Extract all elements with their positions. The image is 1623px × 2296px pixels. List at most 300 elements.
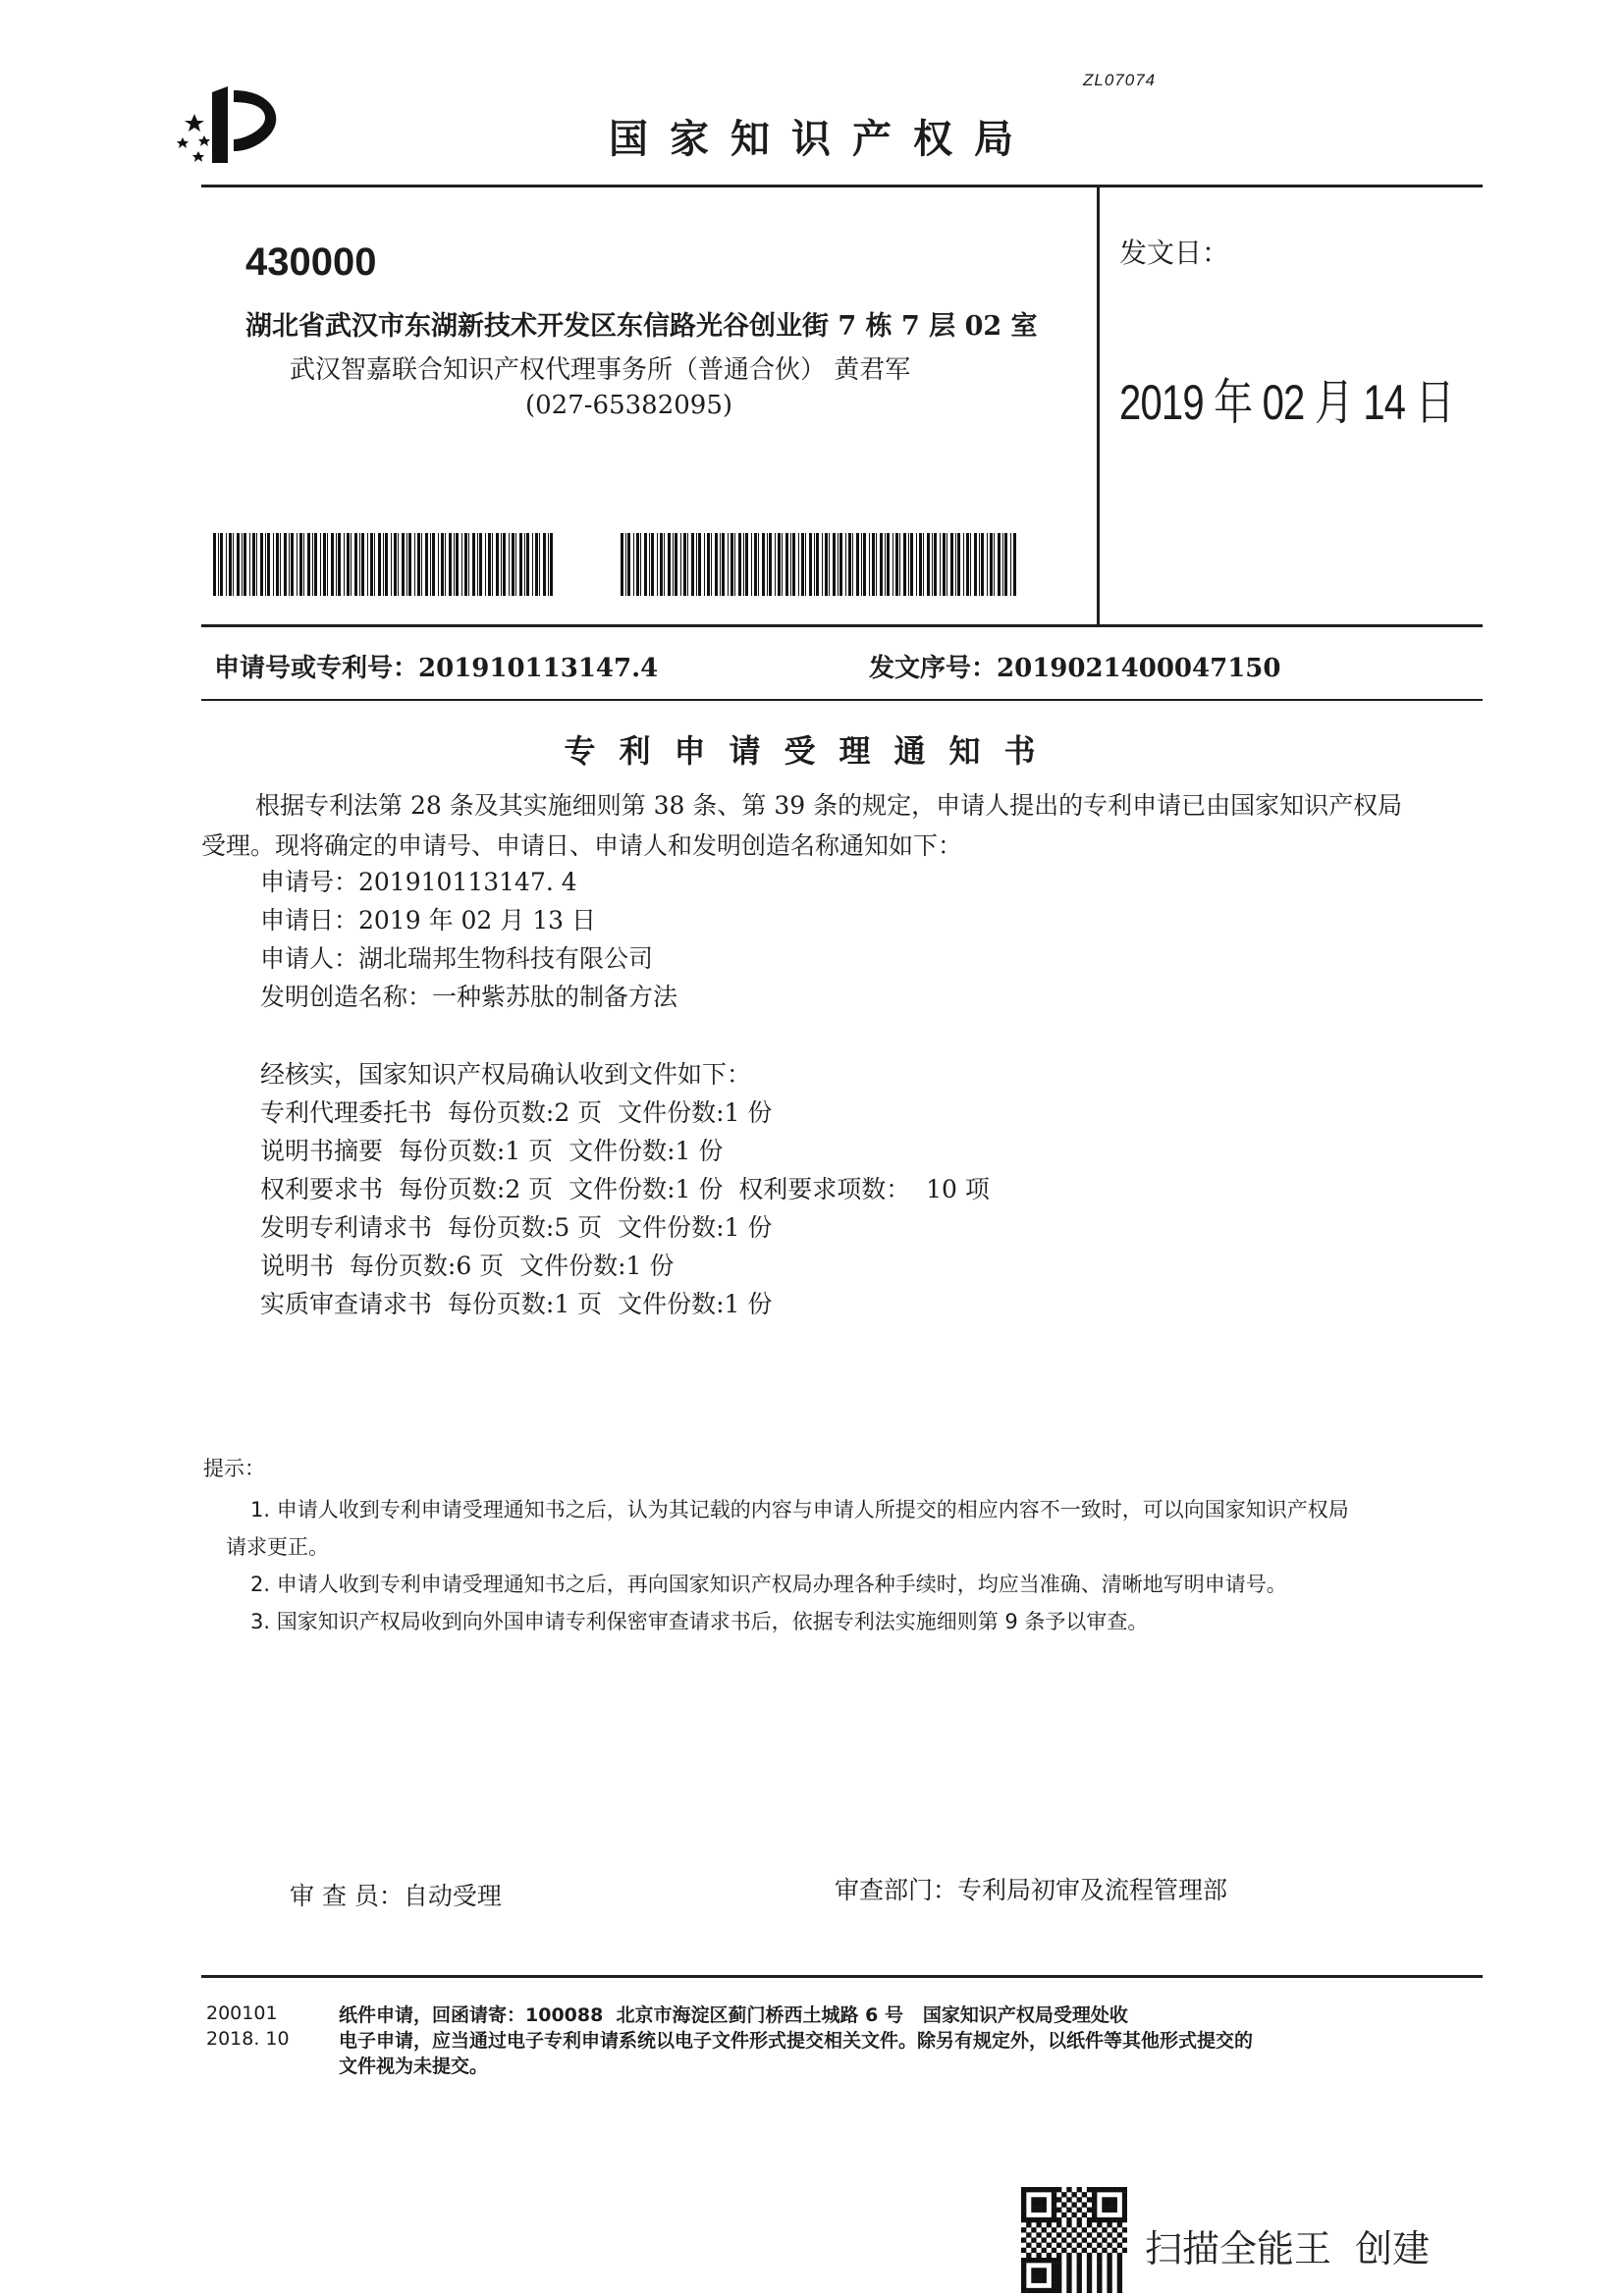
- barcode-bar: [1010, 533, 1011, 596]
- barcode-bar: [981, 533, 984, 596]
- qr-module: [1077, 2243, 1082, 2248]
- qr-module: [1107, 2263, 1111, 2268]
- date-column-divider: [1097, 187, 1100, 626]
- barcode-bar: [845, 533, 846, 596]
- document-item: 说明书摘要 每份页数:1 页 文件份数:1 份: [260, 1137, 724, 1165]
- barcode-bar: [314, 533, 317, 596]
- barcode-bar: [417, 533, 420, 596]
- qr-module: [1026, 2222, 1031, 2227]
- notice-title: 专利申请受理通知书: [564, 732, 1059, 770]
- qr-module: [1077, 2222, 1082, 2227]
- qr-module: [1066, 2253, 1071, 2258]
- hint-2: 2. 申请人收到专利申请受理通知书之后，再向国家知识产权局办理各种手续时，均应当准确、清晰地写明申请号。: [250, 1573, 1287, 1596]
- qr-module: [1052, 2268, 1056, 2272]
- document-item: 发明专利请求书 每份页数:5 页 文件份数:1 份: [260, 1213, 773, 1242]
- qr-module: [1031, 2268, 1036, 2272]
- qr-module: [1082, 2202, 1087, 2207]
- qr-module: [1077, 2268, 1082, 2272]
- barcode-bar: [715, 533, 718, 596]
- qr-module: [1026, 2253, 1031, 2258]
- qr-module: [1087, 2208, 1092, 2213]
- barcode-bar: [863, 533, 866, 596]
- barcode-bar: [829, 533, 830, 596]
- barcode-bar: [730, 533, 733, 596]
- qr-module: [1042, 2278, 1047, 2283]
- barcode-bar: [782, 533, 783, 596]
- qr-module: [1071, 2237, 1076, 2242]
- qr-module: [1092, 2192, 1097, 2197]
- paper-submission-note: 纸件申请，回函请寄：100088 北京市海淀区蓟门桥西土城路 6 号 国家知识产权局受理处收: [339, 2004, 1128, 2026]
- qr-module: [1021, 2217, 1026, 2222]
- qr-module: [1097, 2258, 1102, 2263]
- form-code: ZL07074: [1083, 71, 1157, 89]
- document-item: 权利要求书 每份页数:2 页 文件份数:1 份 权利要求项数： 10 项: [260, 1175, 990, 1203]
- qr-module: [1021, 2213, 1026, 2217]
- barcode-bar: [327, 533, 328, 596]
- barcode-bar: [289, 533, 290, 596]
- barcode-bar: [785, 533, 788, 596]
- barcode-bar: [887, 533, 890, 596]
- qr-module: [1056, 2253, 1061, 2258]
- barcode-bar: [923, 533, 924, 596]
- qr-module: [1031, 2248, 1036, 2253]
- barcode-bar: [673, 533, 674, 596]
- qr-module: [1042, 2197, 1047, 2202]
- qr-module: [1087, 2268, 1092, 2272]
- qr-module: [1061, 2227, 1066, 2232]
- qr-module: [1107, 2232, 1111, 2237]
- qr-module: [1087, 2232, 1092, 2237]
- qr-module: [1071, 2192, 1076, 2197]
- qr-module: [1052, 2248, 1056, 2253]
- qr-module: [1117, 2253, 1122, 2258]
- qr-module: [1047, 2243, 1052, 2248]
- qr-module: [1092, 2248, 1097, 2253]
- barcode-bar: [291, 533, 294, 596]
- barcode-bar: [512, 533, 514, 596]
- barcode-bar: [990, 533, 993, 596]
- barcode-bar: [1004, 533, 1007, 596]
- hint-1-line-2: 请求更正。: [226, 1535, 329, 1559]
- qr-module: [1087, 2288, 1092, 2293]
- barcode-bar: [421, 533, 422, 596]
- barcode-bar: [276, 533, 279, 596]
- qr-module: [1102, 2202, 1107, 2207]
- barcode-bar: [722, 533, 725, 596]
- barcode-bar: [220, 533, 223, 596]
- barcode-bar: [1013, 533, 1016, 596]
- barcode-bar: [825, 533, 828, 596]
- qr-module: [1107, 2217, 1111, 2222]
- qr-module: [1056, 2243, 1061, 2248]
- barcode-bar: [524, 533, 525, 596]
- barcode-bar: [895, 533, 898, 596]
- barcode-bar: [468, 533, 469, 596]
- qr-module: [1026, 2258, 1031, 2263]
- barcode-bar: [899, 533, 900, 596]
- qr-module: [1066, 2272, 1071, 2277]
- barcode-bar: [940, 533, 941, 596]
- qr-module: [1066, 2232, 1071, 2237]
- qr-module: [1056, 2232, 1061, 2237]
- qr-module: [1052, 2202, 1056, 2207]
- barcode-bar: [743, 533, 744, 596]
- qr-module: [1107, 2222, 1111, 2227]
- reference-divider: [201, 699, 1483, 701]
- barcode-bar: [432, 533, 435, 596]
- qr-module: [1056, 2217, 1061, 2222]
- barcode-bar: [979, 533, 980, 596]
- qr-module: [1042, 2208, 1047, 2213]
- barcode-bar: [822, 533, 823, 596]
- qr-module: [1061, 2237, 1066, 2242]
- barcode-bar: [916, 533, 917, 596]
- barcode-bar: [461, 533, 462, 596]
- qr-module: [1097, 2187, 1102, 2192]
- barcode-bar: [994, 533, 995, 596]
- barcode-bar: [861, 533, 862, 596]
- qr-module: [1077, 2288, 1082, 2293]
- qr-module: [1031, 2208, 1036, 2213]
- qr-module: [1122, 2202, 1127, 2207]
- examiner-label: 审 查 员：: [290, 1882, 404, 1910]
- qr-module: [1082, 2248, 1087, 2253]
- qr-module: [1042, 2268, 1047, 2272]
- qr-module: [1036, 2232, 1041, 2237]
- barcode-bar: [872, 533, 875, 596]
- barcode-bar: [745, 533, 748, 596]
- barcode-bar: [876, 533, 877, 596]
- barcode-bar: [707, 533, 710, 596]
- qr-module: [1102, 2208, 1107, 2213]
- filing-date-field: 申请日：2019 年 02 月 13 日: [260, 906, 596, 934]
- barcode-bar: [425, 533, 428, 596]
- qr-module: [1107, 2253, 1111, 2258]
- qr-module: [1021, 2272, 1026, 2277]
- qr-module: [1092, 2213, 1097, 2217]
- qr-module: [1077, 2208, 1082, 2213]
- qr-module: [1097, 2263, 1102, 2268]
- barcode-bar: [464, 533, 467, 596]
- barcode-bar: [775, 533, 776, 596]
- barcode-bar: [848, 533, 851, 596]
- qr-module: [1117, 2187, 1122, 2192]
- qr-module: [1021, 2288, 1026, 2293]
- qr-module: [1107, 2202, 1111, 2207]
- qr-module: [1102, 2237, 1107, 2242]
- qr-module: [1087, 2283, 1092, 2288]
- qr-module: [1036, 2278, 1041, 2283]
- barcode-bar: [734, 533, 735, 596]
- qr-module: [1061, 2202, 1066, 2207]
- barcode-bar: [331, 533, 334, 596]
- qr-module: [1087, 2258, 1092, 2263]
- qr-module: [1071, 2227, 1076, 2232]
- qr-module: [1052, 2258, 1056, 2263]
- qr-module: [1087, 2187, 1092, 2192]
- qr-module: [1056, 2222, 1061, 2227]
- qr-module: [1077, 2278, 1082, 2283]
- barcode-bar: [472, 533, 475, 596]
- qr-module: [1112, 2197, 1117, 2202]
- barcode-bar: [966, 533, 969, 596]
- qr-module: [1112, 2202, 1117, 2207]
- qr-module: [1021, 2192, 1026, 2197]
- qr-module: [1077, 2217, 1082, 2222]
- barcode-bar: [805, 533, 806, 596]
- qr-module: [1097, 2283, 1102, 2288]
- barcode-bar: [792, 533, 795, 596]
- qr-module: [1042, 2258, 1047, 2263]
- qr-module: [1036, 2253, 1041, 2258]
- intro-line-2: 受理。现将确定的申请号、申请日、申请人和发明创造名称通知如下：: [201, 831, 963, 860]
- barcode-bar: [260, 533, 263, 596]
- qr-module: [1047, 2232, 1052, 2237]
- issue-date-label: 发文日：: [1119, 237, 1230, 269]
- barcode-bar: [660, 533, 663, 596]
- barcode-bar: [213, 533, 216, 596]
- barcode-bar: [256, 533, 257, 596]
- qr-module: [1052, 2208, 1056, 2213]
- hint-1-line-1: 1. 申请人收到专利申请受理通知书之后，认为其记载的内容与申请人所提交的相应内容不一致时，可以向国家知识产权局: [250, 1498, 1349, 1522]
- qr-module: [1047, 2222, 1052, 2227]
- barcode-bar: [657, 533, 658, 596]
- barcode-bar: [762, 533, 765, 596]
- barcode-bar: [526, 533, 529, 596]
- intro-line-1: 根据专利法第 28 条及其实施细则第 38 条、第 39 条的规定，申请人提出的专利申请已由国家知识产权局: [255, 791, 1403, 820]
- barcode-bar: [758, 533, 759, 596]
- barcode-bar: [704, 533, 705, 596]
- barcode-bar: [336, 533, 337, 596]
- hints-label: 提示：: [203, 1457, 265, 1480]
- qr-module: [1117, 2222, 1122, 2227]
- qr-module: [1066, 2278, 1071, 2283]
- qr-module: [1021, 2208, 1026, 2213]
- qr-module: [1026, 2232, 1031, 2237]
- barcode-bar: [974, 533, 977, 596]
- department-value: 专利局初审及流程管理部: [957, 1876, 1228, 1904]
- qr-module: [1052, 2187, 1056, 2192]
- barcode-bar: [1002, 533, 1003, 596]
- serial-number-value: 2019021400047150: [997, 654, 1281, 683]
- qr-module: [1066, 2197, 1071, 2202]
- qr-module: [1066, 2187, 1071, 2192]
- document-item: 说明书 每份页数:6 页 文件份数:1 份: [260, 1252, 675, 1280]
- qr-module: [1082, 2192, 1087, 2197]
- barcode-bar: [479, 533, 482, 596]
- barcode-bar: [233, 533, 234, 596]
- barcode-bar: [838, 533, 839, 596]
- qr-module: [1077, 2272, 1082, 2277]
- barcode-bar: [535, 533, 538, 596]
- qr-module: [1056, 2208, 1061, 2213]
- qr-module: [1102, 2227, 1107, 2232]
- barcode-bar: [496, 533, 499, 596]
- barcode-bar: [816, 533, 819, 596]
- qr-module: [1077, 2197, 1082, 2202]
- qr-module: [1066, 2263, 1071, 2268]
- qr-module: [1112, 2208, 1117, 2213]
- barcode-bar: [903, 533, 906, 596]
- barcode-bar: [267, 533, 270, 596]
- qr-module: [1042, 2187, 1047, 2192]
- barcode-bar: [449, 533, 452, 596]
- serial-number: [869, 648, 1280, 684]
- qr-module: [1112, 2187, 1117, 2192]
- qr-module: [1107, 2258, 1111, 2263]
- barcode-bar: [320, 533, 321, 596]
- qr-module: [1107, 2288, 1111, 2293]
- barcode-bar: [454, 533, 455, 596]
- recipient-address: 湖北省武汉市东湖新技术开发区东信路光谷创业街 7 栋 7 层 02 室: [245, 311, 1038, 342]
- qr-module: [1036, 2208, 1041, 2213]
- barcode-bar: [378, 533, 381, 596]
- barcode-bar: [351, 533, 352, 596]
- qr-module: [1117, 2278, 1122, 2283]
- barcode-bar: [778, 533, 781, 596]
- barcode-bar: [229, 533, 232, 596]
- qr-module: [1052, 2288, 1056, 2293]
- barcode-bar: [445, 533, 446, 596]
- qr-module: [1031, 2197, 1036, 2202]
- barcode-bar: [344, 533, 345, 596]
- barcode-bar: [880, 533, 883, 596]
- qr-module: [1071, 2202, 1076, 2207]
- barcode-bar: [338, 533, 341, 596]
- barcode-bar: [801, 533, 804, 596]
- barcode-bar: [625, 533, 626, 596]
- qr-module: [1117, 2243, 1122, 2248]
- qr-module: [1052, 2197, 1056, 2202]
- qr-module: [1031, 2227, 1036, 2232]
- qr-module: [1122, 2197, 1127, 2202]
- qr-module: [1021, 2258, 1026, 2263]
- qr-module: [1092, 2227, 1097, 2232]
- barcode-bar: [751, 533, 752, 596]
- qr-module: [1112, 2237, 1117, 2242]
- qr-module: [1066, 2268, 1071, 2272]
- qr-module: [1036, 2268, 1041, 2272]
- barcode-bar: [249, 533, 250, 596]
- qr-module: [1031, 2202, 1036, 2207]
- barcode-bar: [683, 533, 686, 596]
- barcode-bar: [934, 533, 937, 596]
- qr-module: [1026, 2243, 1031, 2248]
- qr-module: [1052, 2213, 1056, 2217]
- qr-code: [1021, 2187, 1127, 2293]
- barcode-bar: [265, 533, 266, 596]
- qr-module: [1021, 2202, 1026, 2207]
- qr-module: [1082, 2237, 1087, 2242]
- qr-module: [1112, 2227, 1117, 2232]
- barcode-bar: [809, 533, 812, 596]
- barcode-bar: [548, 533, 549, 596]
- department-label: 审查部门：: [835, 1876, 958, 1904]
- barcode-bar: [852, 533, 853, 596]
- qr-module: [1031, 2278, 1036, 2283]
- barcode-bar: [833, 533, 836, 596]
- qr-module: [1066, 2258, 1071, 2263]
- barcode-bar: [488, 533, 491, 596]
- barcode-bar: [987, 533, 988, 596]
- barcode-bar: [675, 533, 677, 596]
- qr-module: [1107, 2272, 1111, 2277]
- barcode-right: [621, 533, 1018, 596]
- qr-module: [1056, 2283, 1061, 2288]
- department: [835, 1871, 1227, 1906]
- barcode-bar: [406, 533, 407, 596]
- qr-module: [1107, 2187, 1111, 2192]
- qr-module: [1056, 2288, 1061, 2293]
- qr-module: [1071, 2248, 1076, 2253]
- qr-module: [1117, 2263, 1122, 2268]
- qr-module: [1036, 2258, 1041, 2263]
- qr-module: [1021, 2187, 1026, 2192]
- barcode-bar: [280, 533, 281, 596]
- qr-module: [1036, 2272, 1041, 2277]
- barcode-bar: [374, 533, 375, 596]
- qr-module: [1021, 2268, 1026, 2272]
- barcode-bar: [680, 533, 681, 596]
- barcode-bar: [640, 533, 641, 596]
- qr-module: [1077, 2232, 1082, 2237]
- barcode-bar: [664, 533, 665, 596]
- barcode-bar: [485, 533, 486, 596]
- barcode-bar: [359, 533, 360, 596]
- qr-module: [1047, 2253, 1052, 2258]
- barcode-bar: [932, 533, 933, 596]
- qr-module: [1056, 2268, 1061, 2272]
- qr-module: [1042, 2288, 1047, 2293]
- qr-module: [1052, 2283, 1056, 2288]
- barcode-bar: [307, 533, 310, 596]
- electronic-submission-note-cont: 文件视为未提交。: [339, 2056, 489, 2077]
- qr-module: [1052, 2272, 1056, 2277]
- barcode-bar: [798, 533, 799, 596]
- barcode-bar: [237, 533, 240, 596]
- barcode-bar: [456, 533, 459, 596]
- qr-module: [1102, 2187, 1107, 2192]
- qr-module: [1036, 2202, 1041, 2207]
- barcode-bar: [728, 533, 729, 596]
- barcode-bar: [919, 533, 922, 596]
- barcode-bar: [312, 533, 313, 596]
- qr-module: [1097, 2232, 1102, 2237]
- barcode-bar: [957, 533, 960, 596]
- qr-module: [1042, 2227, 1047, 2232]
- qr-module: [1077, 2283, 1082, 2288]
- recipient-postcode: 430000: [245, 240, 377, 284]
- qr-module: [1047, 2187, 1052, 2192]
- qr-module: [1066, 2283, 1071, 2288]
- barcode-bar: [299, 533, 302, 596]
- qr-module: [1097, 2272, 1102, 2277]
- barcode-bar: [711, 533, 712, 596]
- barcode-bar: [869, 533, 870, 596]
- qr-module: [1047, 2217, 1052, 2222]
- barcode-bar: [790, 533, 791, 596]
- barcode-bar: [955, 533, 956, 596]
- recipient-phone: (027-65382095): [525, 391, 733, 420]
- barcode-bar: [492, 533, 493, 596]
- barcode-bar: [885, 533, 886, 596]
- qr-module: [1042, 2217, 1047, 2222]
- qr-module: [1097, 2268, 1102, 2272]
- qr-module: [1056, 2278, 1061, 2283]
- barcode-bar: [998, 533, 1001, 596]
- qr-module: [1021, 2283, 1026, 2288]
- barcode-bar: [226, 533, 227, 596]
